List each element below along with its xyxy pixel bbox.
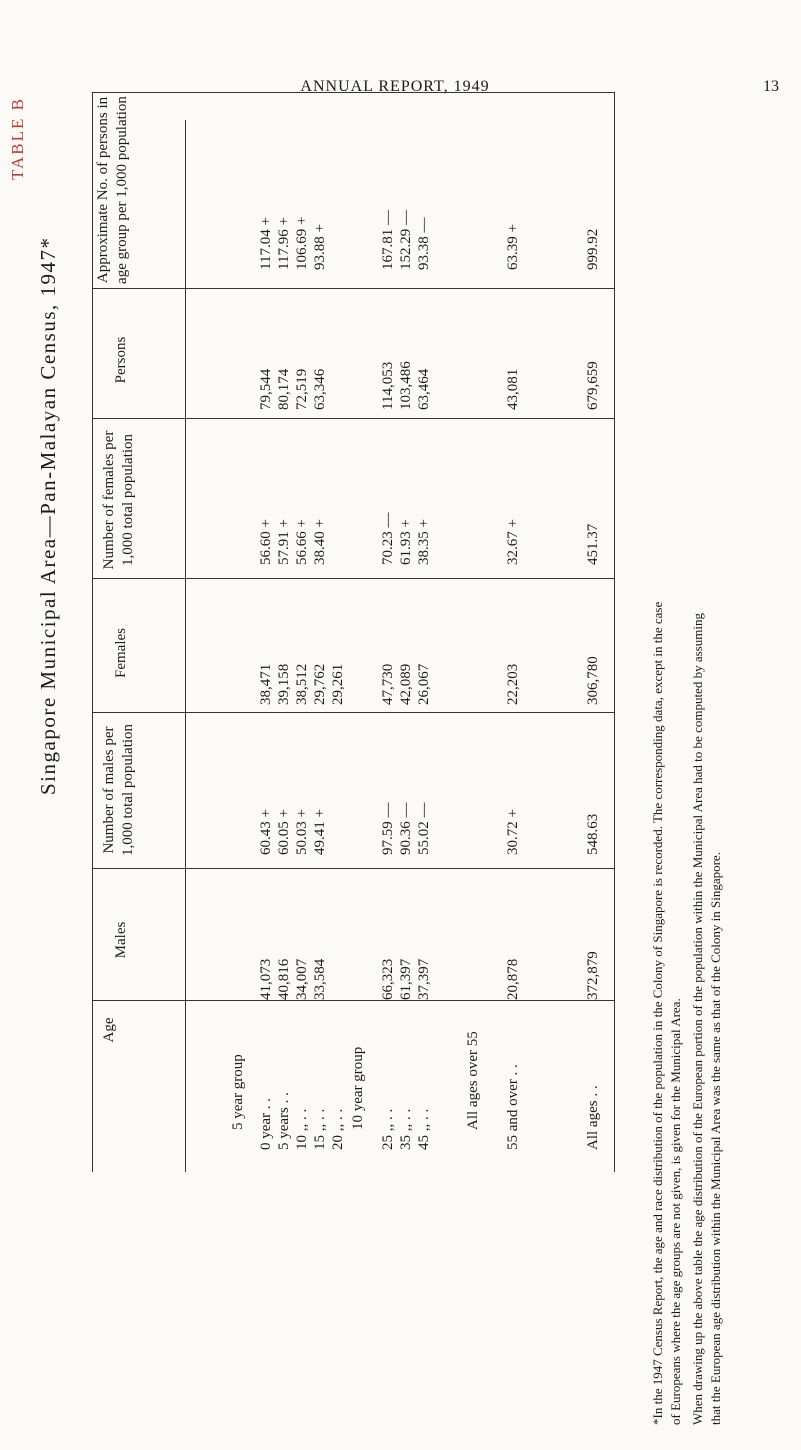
row-divider-5 (92, 868, 614, 869)
females-per-1000-cell: 57.91 + (276, 519, 292, 565)
males-per-1000-cell: 50.03 + (294, 809, 310, 855)
males-per-1000-cell: 30.72 + (505, 809, 521, 855)
header-persons: Persons (113, 336, 129, 384)
table-title: Singapore Municipal Area—Pan-Malayan Census, 1947* (36, 236, 60, 795)
approx-cell: 63.39 + (505, 224, 521, 270)
females-cell: 38,471 (258, 663, 274, 705)
age-cell: 0 year . . (258, 1097, 274, 1150)
females-cell: 26,067 (416, 663, 432, 705)
table-label-tag: TABLE B (8, 97, 27, 180)
males-cell: 34,007 (294, 958, 310, 1000)
persons-cell: 72,519 (294, 368, 310, 410)
row-divider-4 (92, 712, 614, 713)
males-per-1000-cell: 60.43 + (258, 809, 274, 855)
totals-males: 372,879 (585, 951, 601, 1000)
persons-cell: 63,464 (416, 368, 432, 410)
age-cell: 20 ,, . . (330, 1108, 346, 1150)
persons-cell: 103,486 (398, 361, 414, 410)
header-age: Age (101, 1017, 117, 1043)
row-divider-6 (92, 1000, 614, 1001)
approx-cell: 152.29 — (398, 210, 414, 270)
totals-females: 306,780 (585, 656, 601, 705)
footnote-line: of Europeans where the age groups are not given, is given for the Municipal Area. (668, 998, 683, 1425)
age-cell: 10 ,, . . (294, 1108, 310, 1150)
header-approx-per-1000: Approximate No. of persons in age group per 1,000 population (95, 96, 130, 284)
females-per-1000-cell: 32.67 + (505, 519, 521, 565)
males-per-1000-cell: 90.36 — (398, 802, 414, 855)
group-label-5-year: 5 year group (230, 1054, 246, 1130)
females-cell: 39,158 (276, 663, 292, 705)
males-cell: 40,816 (276, 958, 292, 1000)
age-cell: 45 ,, . . (416, 1108, 432, 1150)
approx-cell: 117.04 + (258, 217, 274, 270)
totals-males-per-1000: 548.63 (585, 813, 601, 855)
header-females-per-1000: Number of females per 1,000 total population (101, 430, 136, 570)
running-header-title: ANNUAL REPORT, 1949 (300, 78, 490, 95)
males-per-1000-cell: 60.05 + (276, 809, 292, 855)
males-cell: 20,878 (505, 958, 521, 1000)
males-cell: 37,397 (416, 958, 432, 1000)
males-per-1000-cell: 97.59 — (380, 802, 396, 855)
footnote-line: that the European age distribution within the Municipal Area was the same as that of the Colony in Singapore. (708, 852, 723, 1425)
age-cell: 35 ,, . . (398, 1108, 414, 1150)
males-cell: 61,397 (398, 958, 414, 1000)
age-cell: 15 ,, . . (312, 1108, 328, 1150)
approx-cell: 93.38 — (416, 217, 432, 270)
header-females: Females (113, 628, 129, 678)
females-cell: 38,512 (294, 663, 310, 705)
females-cell: 29,762 (312, 663, 328, 705)
footnote-line: When drawing up the above table the age distribution of the European portion of the population within the Municipal Area had to be computed by assuming (690, 613, 705, 1425)
totals-label: All ages . . (585, 1085, 601, 1150)
totals-approx: 999.92 (585, 228, 601, 270)
age-cell: 55 and over . . (505, 1064, 521, 1150)
males-cell: 33,584 (312, 958, 328, 1000)
approx-cell: 106.69 + (294, 216, 310, 270)
persons-cell: 79,544 (258, 368, 274, 410)
group-label-over-55: All ages over 55 (465, 1031, 481, 1130)
males-cell: 41,073 (258, 958, 274, 1000)
table-top-rule (92, 92, 614, 93)
persons-cell: 80,174 (276, 368, 292, 410)
approx-cell: 117.96 + (276, 217, 292, 270)
males-per-1000-cell: 55.02 — (416, 802, 432, 855)
females-cell: 42,089 (398, 663, 414, 705)
row-divider-3 (92, 578, 614, 579)
page-number: 13 (763, 78, 779, 95)
persons-cell: 114,053 (380, 361, 396, 410)
females-per-1000-cell: 56.66 + (294, 519, 310, 565)
females-per-1000-cell: 56.60 + (258, 519, 274, 565)
males-per-1000-cell: 49.41 + (312, 809, 328, 855)
females-per-1000-cell: 38.35 + (416, 519, 432, 565)
females-cell: 22,203 (505, 663, 521, 705)
persons-cell: 63,346 (312, 368, 328, 410)
approx-cell: 93.88 + (312, 224, 328, 270)
footnote-line: *In the 1947 Census Report, the age and race distribution of the population in the Colony of Singapore is recorded. The corresponding data, except in the case (650, 601, 665, 1425)
table-left-rule (92, 92, 93, 1172)
females-cell: 47,730 (380, 663, 396, 705)
header-males: Males (113, 921, 129, 959)
females-per-1000-cell: 38.40 + (312, 519, 328, 565)
header-males-per-1000: Number of males per 1,000 total population (101, 723, 136, 857)
approx-cell: 167.81 — (380, 210, 396, 270)
table-right-rule (614, 92, 615, 1172)
persons-cell: 43,081 (505, 368, 521, 410)
males-cell: 66,323 (380, 958, 396, 1000)
group-label-10-year: 10 year group (350, 1046, 366, 1130)
row-divider-2 (92, 418, 614, 419)
header-divider (185, 120, 186, 1172)
row-divider-1 (92, 288, 614, 289)
age-cell: 5 years . . (276, 1092, 292, 1150)
age-cell: 25 ,, . . (380, 1108, 396, 1150)
totals-persons: 679,659 (585, 361, 601, 410)
females-per-1000-cell: 61.93 + (398, 519, 414, 565)
females-cell: 29,261 (330, 663, 346, 705)
females-per-1000-cell: 70.23 — (380, 512, 396, 565)
totals-females-per-1000: 451.37 (585, 523, 601, 565)
